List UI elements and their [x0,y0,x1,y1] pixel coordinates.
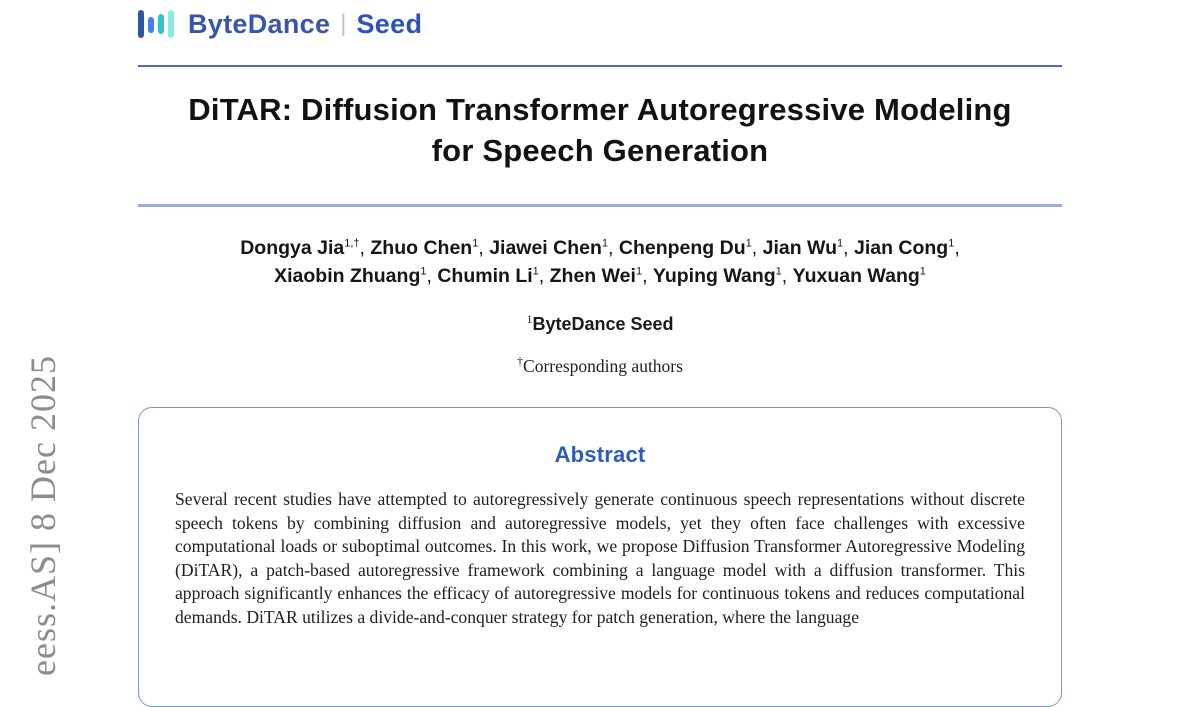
author: Yuxuan Wang$^1$ [792,265,926,287]
header-divider-rule [138,65,1062,67]
affiliation [138,314,1062,335]
paper-title [138,89,1062,171]
corresponding-sup: † [517,354,524,369]
paper-title-line1: DiTAR: Diffusion Transformer Autoregressive Modeling [188,92,1012,127]
logo-divider: | [340,10,347,37]
author: Jian Cong$^1$, [853,237,960,259]
author: Jian Wu$^1$, [762,237,854,259]
abstract-box [138,407,1062,707]
paper-content [138,0,1062,707]
arxiv-sidebar-watermark: eess.AS] 8 Dec 2025 [23,355,63,676]
author: Yuping Wang$^1$, [652,265,793,287]
author: Xiaobin Zhuang$^1$, [274,265,438,287]
title-divider-rule [138,204,1062,207]
abstract-heading: Abstract [554,442,646,467]
author: Chumin Li$^1$, [437,265,550,287]
bytedance-bars-icon [138,9,178,39]
affiliation-sup: 1 [526,312,533,326]
corresponding-text: Corresponding authors [523,356,683,376]
logo-brand-text: ByteDance [188,8,331,39]
bytedance-seed-logo [138,0,1062,42]
affiliation-name: ByteDance Seed [532,314,674,334]
paper-title-line2: for Speech Generation [431,133,769,168]
author: Dongya Jia$^{1,\dagger}$, [240,237,371,259]
author: Chenpeng Du$^1$, [618,237,763,259]
corresponding-authors-note [138,356,1062,377]
abstract-text: Several recent studies have attempted to autoregressively generate continuous speech representations without discrete speech tokens by combining diffusion and autoregressive models, yet they often face challenges with excessive computational loads or suboptimal outcomes. In this work, we propose Diffusion Transformer Autoregressive Modeling (DiTAR), a patch-based autoregressive framework combining a language model with a diffusion transformer. This approach significantly enhances the efficacy of autoregressive models for continuous tokens and reduces computational demands. DiTAR utilizes a divide-and-conquer strategy for patch generation, where the language [175,489,1025,627]
author: Zhuo Chen$^1$, [370,237,490,259]
logo-product-text: Seed [356,8,423,39]
author-list [138,234,1062,290]
author: Jiawei Chen$^1$, [489,237,619,259]
author: Zhen Wei$^1$, [549,265,653,287]
